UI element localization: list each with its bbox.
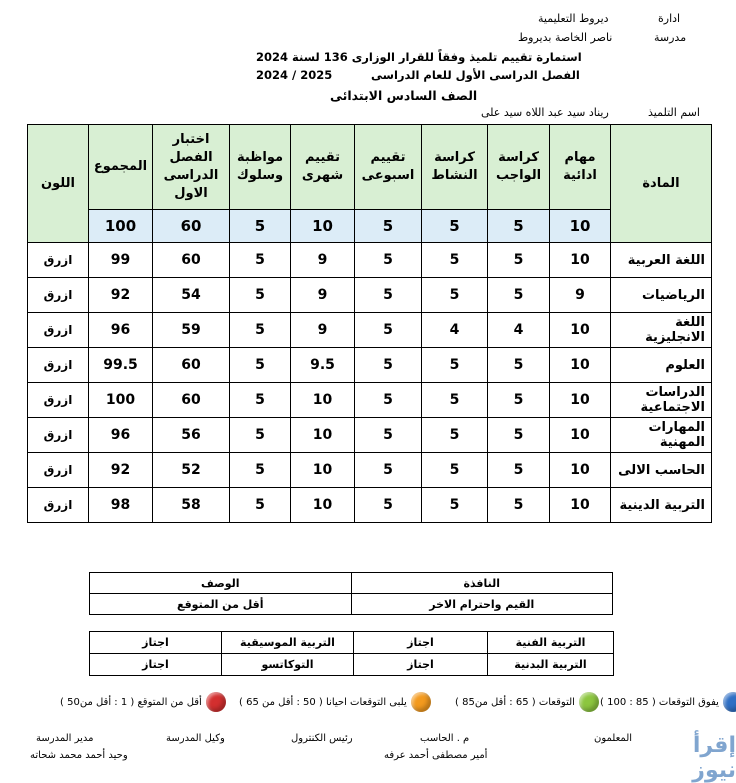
score-cell: 92 bbox=[89, 278, 153, 313]
key-table bbox=[89, 572, 613, 615]
legend-label: يلبى التوقعات احيانا ( 50 : أقل من 65 ) bbox=[239, 696, 407, 708]
max-score: 5 bbox=[422, 210, 488, 243]
score-cell: 10 bbox=[291, 418, 355, 453]
key-window-value: القيم واحترام الاخر bbox=[351, 594, 613, 615]
signature-name-principal: وحيد أحمد محمد شحاته bbox=[30, 750, 128, 761]
column-header-total: المجموع bbox=[89, 125, 153, 210]
activity-status: اجتاز bbox=[90, 654, 222, 676]
score-cell: 5 bbox=[355, 313, 422, 348]
academic-year: 2024 / 2025 bbox=[256, 68, 333, 82]
color-cell: ازرق bbox=[28, 243, 89, 278]
activities-table bbox=[89, 631, 614, 676]
score-cell: 5 bbox=[422, 418, 488, 453]
red-dot-icon bbox=[206, 692, 226, 712]
score-cell: 5 bbox=[488, 453, 550, 488]
blue-dot-icon bbox=[723, 692, 736, 712]
max-score: 5 bbox=[230, 210, 291, 243]
signature-control-head: رئيس الكنترول bbox=[291, 733, 353, 744]
activity-name: التربية البدنية bbox=[488, 654, 614, 676]
activity-name: التربية الفنية bbox=[488, 632, 614, 654]
column-header-homework: كراسة الواجب bbox=[488, 125, 550, 210]
max-score: 10 bbox=[550, 210, 611, 243]
score-cell: 96 bbox=[89, 313, 153, 348]
watermark: إقرأ نيوز bbox=[692, 733, 736, 783]
orange-dot-icon bbox=[411, 692, 431, 712]
score-cell: 52 bbox=[153, 453, 230, 488]
activity-status: اجتاز bbox=[90, 632, 222, 654]
score-cell: 5 bbox=[230, 418, 291, 453]
score-cell: 5 bbox=[230, 313, 291, 348]
grades-header-row bbox=[28, 125, 712, 210]
score-cell: 5 bbox=[488, 348, 550, 383]
score-cell: 5 bbox=[488, 383, 550, 418]
legend-label: يفوق التوقعات ( 85 : 100 ) bbox=[600, 696, 719, 708]
table-row bbox=[28, 348, 712, 383]
score-cell: 98 bbox=[89, 488, 153, 523]
score-cell: 59 bbox=[153, 313, 230, 348]
score-cell: 5 bbox=[355, 243, 422, 278]
score-cell: 10 bbox=[550, 348, 611, 383]
directorate-value: ديروط التعليمية bbox=[538, 12, 609, 25]
score-cell: 10 bbox=[550, 488, 611, 523]
score-cell: 10 bbox=[291, 488, 355, 523]
score-cell: 99 bbox=[89, 243, 153, 278]
activity-name: التربية الموسيقية bbox=[222, 632, 354, 654]
score-cell: 5 bbox=[422, 348, 488, 383]
score-cell: 9 bbox=[550, 278, 611, 313]
score-cell: 10 bbox=[550, 453, 611, 488]
max-scores-row bbox=[28, 210, 712, 243]
score-cell: 58 bbox=[153, 488, 230, 523]
term-line: الفصل الدراسى الأول للعام الدراسى bbox=[371, 68, 580, 82]
score-cell: 10 bbox=[550, 313, 611, 348]
activities-row bbox=[90, 632, 614, 654]
column-header-subject: المادة bbox=[611, 125, 712, 243]
score-cell: 5 bbox=[355, 383, 422, 418]
table-row bbox=[28, 278, 712, 313]
color-cell: ازرق bbox=[28, 313, 89, 348]
score-cell: 5 bbox=[488, 243, 550, 278]
score-cell: 5 bbox=[355, 348, 422, 383]
score-cell: 5 bbox=[488, 488, 550, 523]
column-header-monthly: تقييم شهرى bbox=[291, 125, 355, 210]
legend-exceeds bbox=[600, 692, 736, 712]
score-cell: 10 bbox=[550, 243, 611, 278]
score-cell: 9 bbox=[291, 313, 355, 348]
table-row bbox=[28, 243, 712, 278]
score-cell: 9.5 bbox=[291, 348, 355, 383]
score-cell: 60 bbox=[153, 348, 230, 383]
activity-status: اجتاز bbox=[354, 654, 488, 676]
color-cell: ازرق bbox=[28, 488, 89, 523]
color-cell: ازرق bbox=[28, 418, 89, 453]
green-dot-icon bbox=[579, 692, 599, 712]
legend-label: أقل من المتوقع ( 1 : أقل من50 ) bbox=[60, 696, 202, 708]
score-cell: 5 bbox=[422, 383, 488, 418]
activity-status: اجتاز bbox=[354, 632, 488, 654]
score-cell: 9 bbox=[291, 243, 355, 278]
score-cell: 5 bbox=[230, 383, 291, 418]
subject-name: التربية الدينية bbox=[611, 488, 712, 523]
score-cell: 5 bbox=[422, 453, 488, 488]
legend-sometimes bbox=[239, 692, 431, 712]
score-cell: 60 bbox=[153, 383, 230, 418]
max-score: 5 bbox=[488, 210, 550, 243]
max-score: 10 bbox=[291, 210, 355, 243]
color-cell: ازرق bbox=[28, 278, 89, 313]
signature-computer-teacher: م . الحاسب bbox=[420, 733, 470, 744]
school-label: مدرسة bbox=[654, 31, 687, 44]
column-header-exam: اختبار الفصل الدراسى الاول bbox=[153, 125, 230, 210]
column-header-performance-tasks: مهام ادائية bbox=[550, 125, 611, 210]
score-cell: 54 bbox=[153, 278, 230, 313]
subject-name: اللغة العربية bbox=[611, 243, 712, 278]
column-header-attendance: مواظبة وسلوك bbox=[230, 125, 291, 210]
table-row bbox=[28, 453, 712, 488]
signature-name-computer-teacher: أمير مصطفى أحمد عرفه bbox=[384, 750, 488, 761]
score-cell: 5 bbox=[230, 278, 291, 313]
score-cell: 10 bbox=[291, 383, 355, 418]
score-cell: 5 bbox=[355, 488, 422, 523]
score-cell: 100 bbox=[89, 383, 153, 418]
score-cell: 9 bbox=[291, 278, 355, 313]
column-header-weekly: تقييم اسبوعى bbox=[355, 125, 422, 210]
signature-principal: مدير المدرسة bbox=[36, 733, 94, 744]
score-cell: 5 bbox=[422, 488, 488, 523]
grades-body bbox=[28, 243, 712, 523]
score-cell: 10 bbox=[550, 383, 611, 418]
score-cell: 5 bbox=[355, 278, 422, 313]
score-cell: 5 bbox=[355, 418, 422, 453]
score-cell: 60 bbox=[153, 243, 230, 278]
key-description-value: أقل من المتوقع bbox=[90, 594, 352, 615]
table-row bbox=[28, 488, 712, 523]
score-cell: 5 bbox=[230, 243, 291, 278]
grades-table bbox=[27, 124, 712, 523]
subject-name: الحاسب الالى bbox=[611, 453, 712, 488]
score-cell: 4 bbox=[422, 313, 488, 348]
score-cell: 5 bbox=[230, 453, 291, 488]
score-cell: 5 bbox=[422, 278, 488, 313]
table-row bbox=[28, 383, 712, 418]
color-cell: ازرق bbox=[28, 348, 89, 383]
legend-below bbox=[60, 692, 226, 712]
form-title: استمارة تقييم تلميذ وفقاً للقرار الوزارى 136 لسنة 2024 bbox=[256, 50, 582, 64]
score-cell: 4 bbox=[488, 313, 550, 348]
score-cell: 5 bbox=[230, 488, 291, 523]
signature-deputy: وكيل المدرسة bbox=[166, 733, 225, 744]
column-header-color: اللون bbox=[28, 125, 89, 243]
subject-name: الرياضيات bbox=[611, 278, 712, 313]
max-score: 5 bbox=[355, 210, 422, 243]
score-cell: 5 bbox=[422, 243, 488, 278]
score-cell: 5 bbox=[488, 418, 550, 453]
key-header-window: النافذة bbox=[351, 573, 613, 594]
score-cell: 5 bbox=[230, 348, 291, 383]
score-cell: 96 bbox=[89, 418, 153, 453]
score-cell: 92 bbox=[89, 453, 153, 488]
signature-teachers: المعلمون bbox=[594, 733, 633, 744]
max-score: 60 bbox=[153, 210, 230, 243]
student-label: اسم التلميذ bbox=[648, 106, 700, 119]
column-header-activity: كراسة النشاط bbox=[422, 125, 488, 210]
score-cell: 5 bbox=[488, 278, 550, 313]
subject-name: العلوم bbox=[611, 348, 712, 383]
student-name: ريناد سيد عبد اللاه سيد على bbox=[481, 106, 609, 119]
subject-name: الدراسات الاجتماعية bbox=[611, 383, 712, 418]
subject-name: اللغة الانجليزية bbox=[611, 313, 712, 348]
table-row bbox=[28, 313, 712, 348]
score-cell: 10 bbox=[291, 453, 355, 488]
legend-label: التوقعات ( 65 : أقل من85 ) bbox=[455, 696, 575, 708]
score-cell: 5 bbox=[355, 453, 422, 488]
grade-title: الصف السادس الابتدائى bbox=[330, 88, 478, 103]
school-value: ناصر الخاصة بديروط bbox=[518, 31, 613, 44]
key-header-description: الوصف bbox=[90, 573, 352, 594]
subject-name: المهارات المهنية bbox=[611, 418, 712, 453]
directorate-label: ادارة bbox=[658, 12, 681, 25]
score-cell: 10 bbox=[550, 418, 611, 453]
legend-meets bbox=[455, 692, 599, 712]
score-cell: 99.5 bbox=[89, 348, 153, 383]
color-cell: ازرق bbox=[28, 453, 89, 488]
color-cell: ازرق bbox=[28, 383, 89, 418]
activities-row bbox=[90, 654, 614, 676]
activity-name: التوكاتسو bbox=[222, 654, 354, 676]
max-score: 100 bbox=[89, 210, 153, 243]
score-cell: 56 bbox=[153, 418, 230, 453]
table-row bbox=[28, 418, 712, 453]
